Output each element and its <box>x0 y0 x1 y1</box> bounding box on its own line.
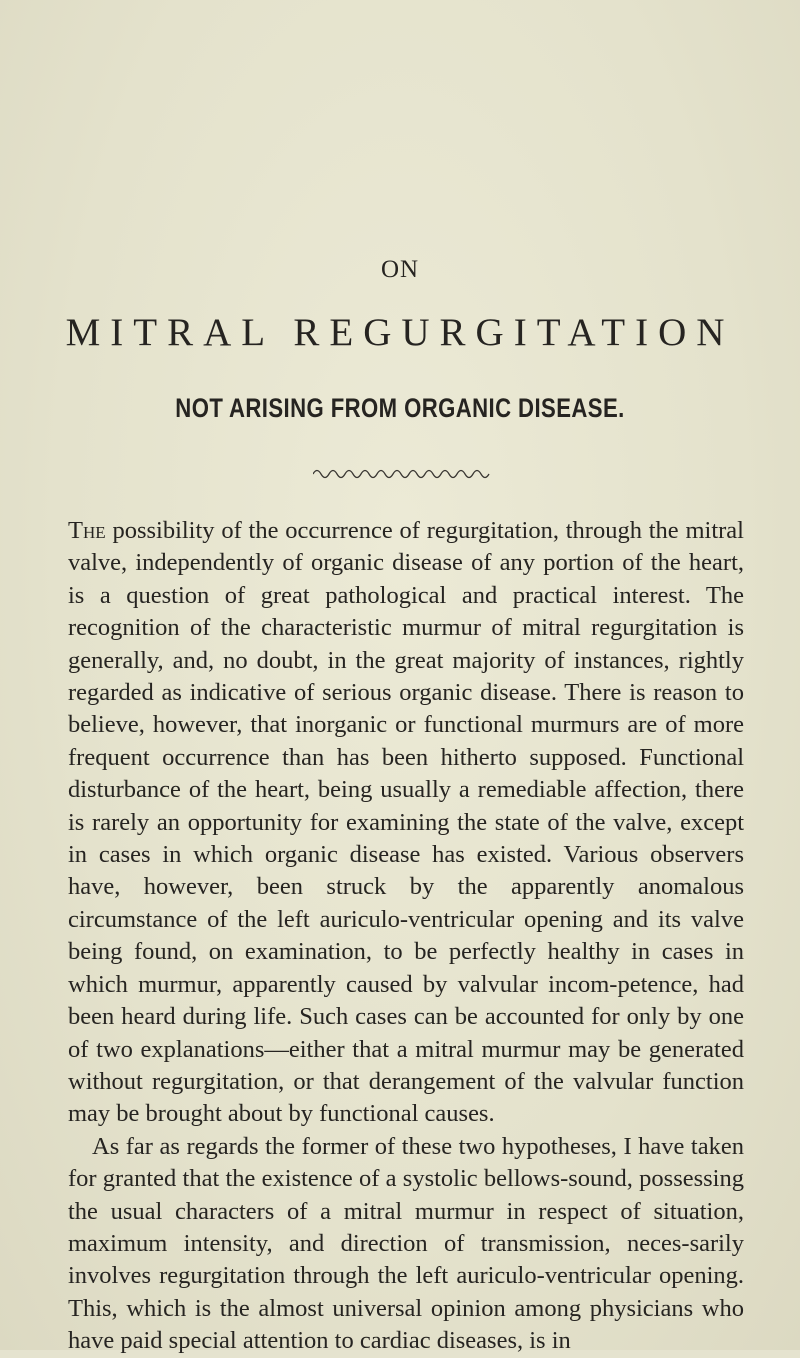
body-text <box>68 515 744 1358</box>
paragraph <box>68 1131 744 1358</box>
subtitle: NOT ARISING FROM ORGANIC DISEASE. <box>175 393 625 423</box>
paragraph <box>68 515 744 1131</box>
pre-title: ON <box>380 256 420 283</box>
page-title: MITRAL REGURGITATION <box>65 311 735 354</box>
paragraph-text: possibility of the occurrence of regurgitation, through the mitral valve, independently of organic disease of any portion of the heart, is a question of great pathological and practical interest. The recognition of the characteristic murmur of mitral regurgitation is generally, and, no doubt, in the great majority of instances, rightly regarded as indicative of serious organic disease. There is reason to believe, however, that inorganic or functional murmurs are of more frequent occurrence than has been hitherto supposed. Functional disturbance of the heart, being usually a remediable affection, there is rarely an opportunity for examining the state of the valve, except in cases in which organic disease has existed. Various observers have, however, been struck by the apparently anomalous circumstance of the left auriculo-ventricular opening and its valve being found, on examination, to be perfectly healthy in cases in which murmur, apparently caused by valvular incom-petence, had been heard during life. Such cases can be accounted for only by one of two explanations—either that a mitral murmur may be generated without regurgitation, or that derangement of the valvular function may be brought about by functional causes. <box>68 517 744 1128</box>
paragraph-lead: The <box>68 517 106 544</box>
wavy-rule-icon <box>313 464 493 480</box>
paragraph-text: As far as regards the former of these two hypotheses, I have taken for granted that the existence of a systolic bellows-sound, possessing the usual characters of a mitral murmur in respect of situation, maximum intensity, and direction of transmission, neces-sarily involves regurgitation through the left auriculo-ventricular opening. This, which is the almost universal opinion among physicians who have paid special attention to cardiac diseases, is in <box>68 1132 744 1355</box>
